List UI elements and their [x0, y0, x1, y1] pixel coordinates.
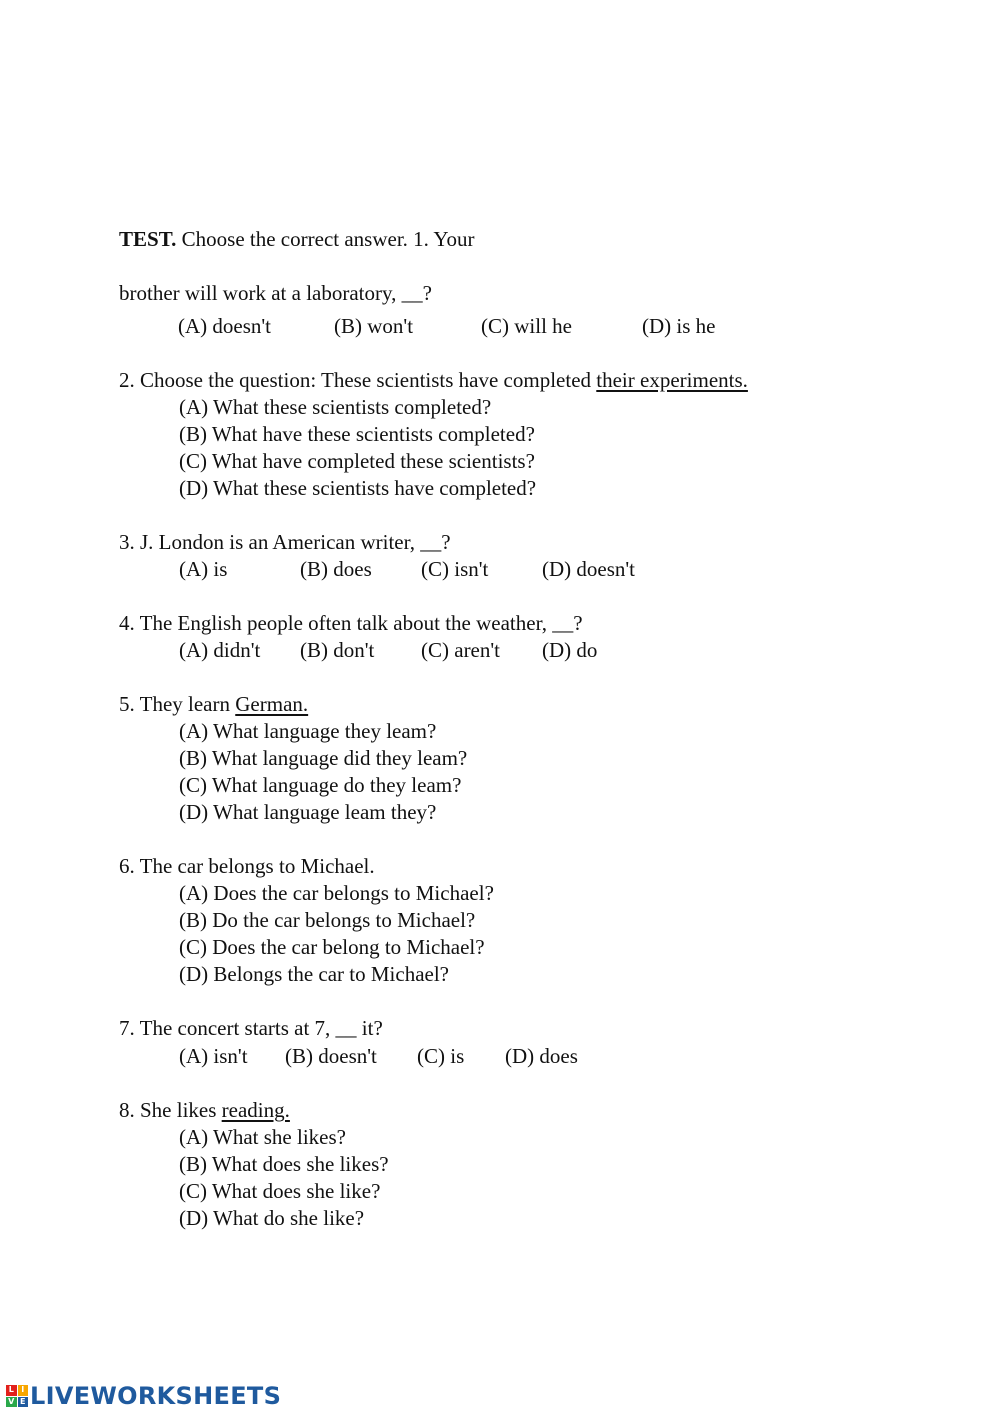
q5-option-c[interactable]: (C) What language do they leam?: [179, 773, 462, 797]
q8-option-a[interactable]: (A) What she likes?: [179, 1125, 346, 1149]
q2-option-c[interactable]: (C) What have completed these scientists?: [179, 449, 535, 473]
question-3-prompt: 3. J. London is an American writer, __?: [119, 530, 451, 554]
q1-option-c[interactable]: (C) will he: [481, 314, 572, 338]
q6-option-a[interactable]: (A) Does the car belongs to Michael?: [179, 881, 494, 905]
q3-option-d[interactable]: (D) doesn't: [542, 557, 636, 581]
q1-option-a[interactable]: (A) doesn't: [178, 314, 272, 338]
q1-option-b[interactable]: (B) won't: [334, 314, 414, 338]
question-7-prompt: 7. The concert starts at 7, __ it?: [119, 1016, 383, 1040]
q4-option-a[interactable]: (A) didn't: [179, 638, 261, 662]
underlined-phrase: their experiments.: [596, 368, 748, 392]
instructions-text: Choose the correct answer. 1. Your: [176, 227, 475, 251]
q6-option-c[interactable]: (C) Does the car belong to Michael?: [179, 935, 485, 959]
q5-option-a[interactable]: (A) What language they leam?: [179, 719, 437, 743]
q4-option-d[interactable]: (D) do: [542, 638, 598, 662]
q8-option-b[interactable]: (B) What does she likes?: [179, 1152, 389, 1176]
test-label: TEST.: [119, 227, 177, 251]
q8-option-d[interactable]: (D) What do she like?: [179, 1206, 365, 1230]
q4-option-b[interactable]: (B) don't: [300, 638, 375, 662]
q7-option-b[interactable]: (B) doesn't: [285, 1044, 377, 1068]
q2-option-d[interactable]: (D) What these scientists have completed?: [179, 476, 537, 500]
q4-option-c[interactable]: (C) aren't: [421, 638, 500, 662]
question-5-prompt: 5. They learn German.: [119, 692, 309, 716]
test-title-line: [119, 229, 474, 250]
logo-text: LIVEWORKSHEETS: [30, 1382, 282, 1410]
q2-option-b[interactable]: (B) What have these scientists completed?: [179, 422, 535, 446]
logo-icon-tile: I: [18, 1385, 29, 1396]
q2-option-a[interactable]: (A) What these scientists completed?: [179, 395, 492, 419]
q7-option-a[interactable]: (A) isn't: [179, 1044, 248, 1068]
liveworksheets-logo-icon: [6, 1385, 28, 1407]
q3-option-c[interactable]: (C) isn't: [421, 557, 489, 581]
q3-option-b[interactable]: (B) does: [300, 557, 372, 581]
logo-icon-tile: V: [6, 1397, 17, 1408]
q5-option-d[interactable]: (D) What language leam they?: [179, 800, 437, 824]
question-2-prompt: 2. Choose the question: These scientists have completed their experiments.: [119, 368, 748, 392]
underlined-phrase: reading.: [221, 1098, 290, 1122]
question-6-prompt: 6. The car belongs to Michael.: [119, 854, 375, 878]
q5-option-b[interactable]: (B) What language did they leam?: [179, 746, 468, 770]
q7-option-c[interactable]: (C) is: [417, 1044, 465, 1068]
liveworksheets-logo: [6, 1384, 281, 1408]
q6-option-b[interactable]: (B) Do the car belongs to Michael?: [179, 908, 476, 932]
question-8-prompt: 8. She likes reading.: [119, 1098, 290, 1122]
logo-icon-tile: L: [6, 1385, 17, 1396]
q6-option-d[interactable]: (D) Belongs the car to Michael?: [179, 962, 449, 986]
question-4-prompt: 4. The English people often talk about the weather, __?: [119, 611, 583, 635]
q7-option-d[interactable]: (D) does: [505, 1044, 578, 1068]
question-1-prompt: brother will work at a laboratory, __?: [119, 281, 432, 305]
q8-option-c[interactable]: (C) What does she like?: [179, 1179, 381, 1203]
q1-option-d[interactable]: (D) is he: [642, 314, 716, 338]
q3-option-a[interactable]: (A) is: [179, 557, 228, 581]
underlined-phrase: German.: [235, 692, 309, 716]
logo-icon-tile: E: [18, 1397, 29, 1408]
